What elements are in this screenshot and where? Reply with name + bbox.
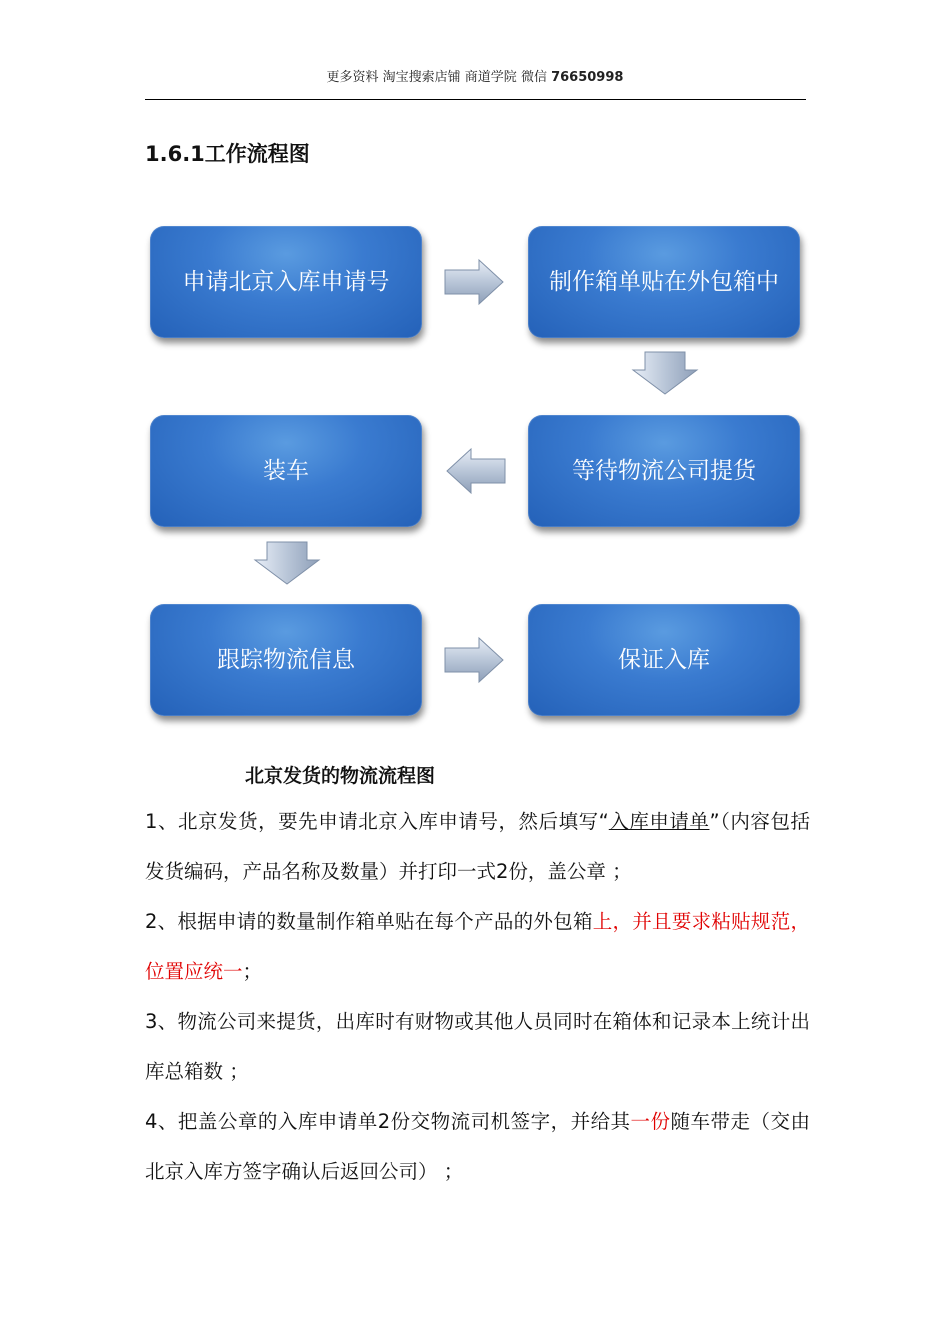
page-header — [0, 66, 950, 85]
para-text: 2、根据申请的数量制作箱单贴在每个产品的外包箱 — [145, 910, 593, 933]
arrow-left-icon — [445, 447, 507, 495]
arrow-down-icon — [253, 540, 321, 586]
flow-step-apply-number — [150, 226, 422, 338]
paragraph-step-4 — [145, 1097, 810, 1197]
highlight-text: 上，并且要求粘贴规范，位置应统一 — [145, 910, 810, 983]
flow-step-loading — [150, 415, 422, 527]
header-divider — [145, 99, 806, 100]
arrow-right-icon — [443, 258, 505, 306]
header-number: 76650998 — [551, 70, 624, 85]
arrow-right-icon — [443, 636, 505, 684]
flow-step-label: 跟踪物流信息 — [217, 647, 355, 673]
section-title: 1.6.1工作流程图 — [145, 142, 310, 166]
para-text: 4、把盖公章的入库申请单2份交物流司机签字，并给其 — [145, 1110, 631, 1133]
para-text: 随车带走（交由北京入库方签字确认后返回公司） ； — [145, 1110, 810, 1183]
paragraph-step-3 — [145, 997, 810, 1097]
flowchart-caption: 北京发货的物流流程图 — [245, 765, 436, 787]
para-text: 3、物流公司来提货，出库时有财物或其他人员同时在箱体和记录本上统计出库总箱数 ； — [145, 1010, 810, 1083]
para-text: 1、北京发货，要先申请北京入库申请号，然后填写“ — [145, 810, 609, 833]
flow-step-wait-pickup — [528, 415, 800, 527]
flow-step-make-packing-label — [528, 226, 800, 338]
flow-step-track-logistics — [150, 604, 422, 716]
form-name-link: 入库申请单 — [608, 810, 710, 833]
para-text: ； — [242, 960, 263, 983]
paragraph-step-2 — [145, 897, 810, 997]
highlight-text: 一份 — [630, 1110, 671, 1133]
flow-step-ensure-warehousing — [528, 604, 800, 716]
paragraph-step-1 — [145, 797, 810, 897]
flow-step-label: 装车 — [263, 458, 309, 484]
flow-step-label: 等待物流公司提货 — [572, 458, 756, 484]
para-text: ”（内容包括发货编码，产品名称及数量）并打印一式2份，盖公章 ； — [145, 810, 810, 883]
flow-step-label: 制作箱单贴在外包箱中 — [549, 269, 779, 295]
flow-step-label: 保证入库 — [618, 647, 710, 673]
flow-step-label: 申请北京入库申请号 — [182, 269, 390, 295]
header-text: 更多资料 淘宝搜索店铺 商道学院 微信 — [326, 70, 552, 85]
arrow-down-icon — [631, 350, 699, 396]
